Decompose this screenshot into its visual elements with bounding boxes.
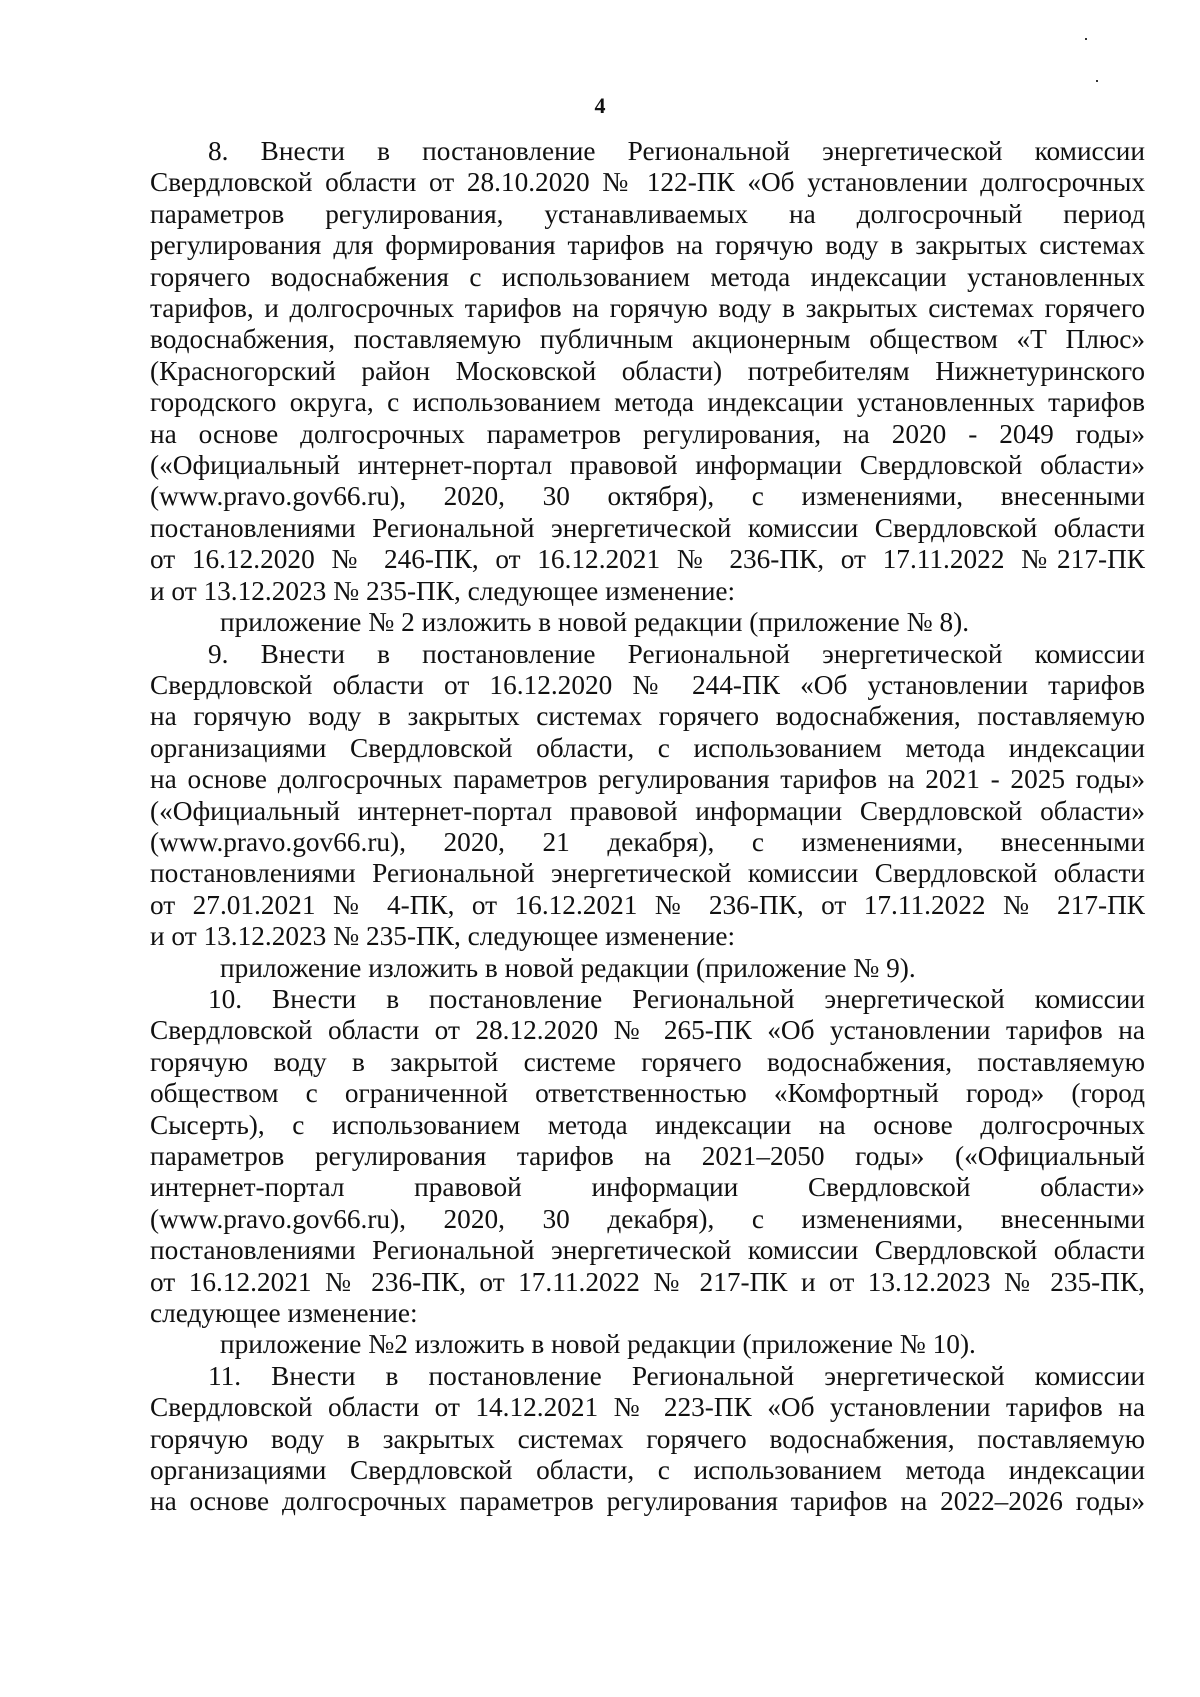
document-body bbox=[150, 136, 1145, 1518]
paragraph-10-line-9: постановлениями Региональной энергетической комиссии Свердловской области bbox=[150, 1235, 1145, 1266]
paragraph-10-line-5: Сысерть), с использованием метода индексации на основе долгосрочных bbox=[150, 1109, 1145, 1140]
paragraph-8-line-2: Свердловской области от 28.10.2020 № 122-ПК «Об установлении долгосрочных bbox=[150, 167, 1145, 198]
paragraph-8-line-15: и от 13.12.2023 № 235-ПК, следующее изменение: bbox=[150, 575, 736, 606]
paragraph-10-line-2: Свердловской области от 28.12.2020 № 265-ПК «Об установлении тарифов на bbox=[150, 1015, 1145, 1046]
paragraph-8-line-9: городского округа, с использованием метода индексации установленных тарифов bbox=[150, 387, 1145, 418]
paragraph-8-line-13: постановлениями Региональной энергетической комиссии Свердловской области bbox=[150, 512, 1145, 543]
paragraph-9-line-9: от 27.01.2021 № 4-ПК, от 16.12.2021 № 236-ПК, от 17.11.2022 № 217-ПК bbox=[150, 889, 1145, 920]
paragraph-8-line-5: горячего водоснабжения с использованием метода индексации установленных bbox=[150, 261, 1145, 292]
paragraph-9-line-3: на горячую воду в закрытых системах горячего водоснабжения, поставляемую bbox=[150, 701, 1145, 732]
paragraph-9-line-4: организациями Свердловской области, с использованием метода индексации bbox=[150, 732, 1145, 763]
paragraph-8-line-1: 8. Внести в постановление Региональной энергетической комиссии bbox=[208, 136, 1145, 166]
paragraph-11-line-3: горячую воду в закрытых системах горячего водоснабжения, поставляемую bbox=[150, 1423, 1145, 1454]
paragraph-11-line-1: 11. Внести в постановление Региональной энергетической комиссии bbox=[208, 1360, 1145, 1391]
paragraph-8-line-14: от 16.12.2020 № 246-ПК, от 16.12.2021 № 236-ПК, от 17.11.2022 №217-ПК bbox=[150, 544, 1145, 575]
paragraph-8-line-8: (Красногорский район Московской области) потребителям Нижнетуринского bbox=[150, 355, 1145, 386]
paragraph-10-line-1: 10. Внести в постановление Региональной энергетической комиссии bbox=[208, 983, 1145, 1014]
paragraph-10-line-7: интернет-портал правовой информации Свердловской области» bbox=[150, 1172, 1145, 1203]
paragraph-8-line-11: («Официальный интернет-портал правовой информации Свердловской области» bbox=[150, 450, 1145, 481]
paragraph-8-line-6: тарифов, и долгосрочных тарифов на горячую воду в закрытых системах горячего bbox=[150, 293, 1145, 324]
paragraph-10-line-8: (www.pravo.gov66.ru), 2020, 30 декабря), с изменениями, внесенными bbox=[150, 1203, 1145, 1234]
scan-speck bbox=[1085, 38, 1087, 40]
paragraph-9-line-2: Свердловской области от 16.12.2020 № 244-ПК «Об установлении тарифов bbox=[150, 669, 1145, 700]
paragraph-8-line-4: регулирования для формирования тарифов на горячую воду в закрытых системах bbox=[150, 230, 1145, 261]
page-number: 4 bbox=[594, 93, 606, 118]
paragraph-10-amendment: приложение №2 изложить в новой редакции (приложение № 10). bbox=[220, 1329, 976, 1360]
paragraph-8-line-10: на основе долгосрочных параметров регулирования, на 2020 - 2049 годы» bbox=[150, 418, 1145, 449]
paragraph-9-line-10: и от 13.12.2023 № 235-ПК, следующее изменение: bbox=[150, 921, 736, 952]
paragraph-9-line-7: (www.pravo.gov66.ru), 2020, 21 декабря), с изменениями, внесенными bbox=[150, 826, 1145, 857]
paragraph-11-line-5: на основе долгосрочных параметров регулирования тарифов на 2022–2026 годы» bbox=[150, 1486, 1145, 1517]
paragraph-8-line-3: параметров регулирования, устанавливаемых на долгосрочный период bbox=[150, 198, 1145, 229]
paragraph-10-line-10: от 16.12.2021 № 236-ПК, от 17.11.2022 № 217-ПК и от 13.12.2023 № 235-ПК, bbox=[150, 1266, 1145, 1297]
paragraph-8-line-7: водоснабжения, поставляемую публичным акционерным обществом «Т Плюс» bbox=[150, 324, 1145, 355]
paragraph-9-line-5: на основе долгосрочных параметров регулирования тарифов на 2021 - 2025 годы» bbox=[150, 764, 1145, 795]
paragraph-10-line-3: горячую воду в закрытой системе горячего водоснабжения, поставляемую bbox=[150, 1046, 1145, 1077]
paragraph-9-line-1: 9. Внести в постановление Региональной энергетической комиссии bbox=[208, 638, 1145, 669]
paragraph-9-line-6: («Официальный интернет-портал правовой информации Свердловской области» bbox=[150, 795, 1145, 826]
paragraph-10-line-4: обществом с ограниченной ответственностью «Комфортный город» (город bbox=[150, 1078, 1145, 1109]
paragraph-11-line-4: организациями Свердловской области, с использованием метода индексации bbox=[150, 1455, 1145, 1486]
paragraph-10-line-11: следующее изменение: bbox=[150, 1298, 418, 1329]
paragraph-9-line-8: постановлениями Региональной энергетической комиссии Свердловской области bbox=[150, 858, 1145, 889]
paragraph-8-line-12: (www.pravo.gov66.ru), 2020, 30 октября), с изменениями, внесенными bbox=[150, 481, 1145, 512]
scan-speck bbox=[1096, 80, 1098, 82]
paragraph-11-line-2: Свердловской области от 14.12.2021 № 223-ПК «Об установлении тарифов на bbox=[150, 1392, 1145, 1423]
paragraph-8-amendment: приложение № 2 изложить в новой редакции (приложение № 8). bbox=[220, 607, 970, 638]
paragraph-9-amendment: приложение изложить в новой редакции (приложение № 9). bbox=[220, 952, 916, 983]
paragraph-10-line-6: параметров регулирования тарифов на 2021–2050 годы» («Официальный bbox=[150, 1141, 1145, 1171]
